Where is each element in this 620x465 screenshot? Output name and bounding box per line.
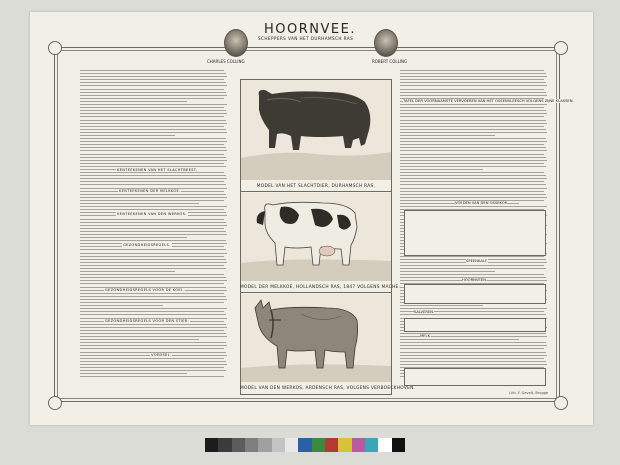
work-ox-illustration — [241, 294, 391, 382]
text-line — [400, 274, 544, 275]
text-line — [400, 113, 547, 114]
text-line — [400, 154, 544, 155]
text-line — [400, 166, 546, 167]
text-line — [400, 271, 495, 272]
text-line — [400, 352, 546, 353]
left-heading: GEZONDHEIDSREGELS VOOR DE KOEI. — [105, 288, 184, 292]
corner-ornament — [554, 396, 568, 410]
text-line — [80, 132, 227, 133]
data-table — [404, 284, 546, 304]
text-line — [80, 237, 187, 238]
text-line — [80, 225, 227, 226]
text-line — [400, 175, 546, 176]
text-lines — [80, 70, 230, 392]
plate-divider — [240, 191, 392, 192]
text-line — [80, 370, 226, 371]
text-line — [80, 135, 175, 136]
corner-ornament — [48, 41, 62, 55]
right-heading: VOEDEN VAN DEN OSSEKOP. — [455, 201, 508, 205]
text-line — [400, 348, 544, 349]
text-line — [400, 268, 546, 269]
text-line — [80, 116, 224, 117]
text-line — [80, 376, 224, 377]
text-line — [80, 126, 224, 127]
text-line — [80, 157, 226, 158]
text-line — [80, 144, 224, 145]
text-line — [80, 249, 226, 250]
text-line — [80, 160, 227, 161]
text-line — [80, 305, 163, 306]
text-line — [80, 314, 226, 315]
text-line — [80, 166, 226, 167]
text-line — [400, 157, 546, 158]
text-line — [80, 296, 226, 297]
text-line — [80, 373, 187, 374]
text-line — [80, 101, 187, 102]
text-line — [80, 262, 227, 263]
text-line — [80, 82, 226, 83]
corner-ornament — [554, 41, 568, 55]
text-line — [400, 138, 546, 139]
plate-caption: MODEL VAN HET SLACHTDIER, DURHAMSCH RAS. — [256, 184, 376, 189]
text-line — [80, 107, 224, 108]
text-line — [400, 358, 544, 359]
text-line — [80, 293, 224, 294]
portrait-charles-colling — [224, 29, 248, 57]
text-line — [400, 169, 483, 170]
text-line — [400, 85, 547, 86]
text-line — [400, 70, 544, 71]
text-line — [400, 79, 544, 80]
text-line — [80, 240, 226, 241]
plate-caption: MODEL VAN DEN WERKOS, ARDENSCH RAS, VOLGENS VERBOECKHOVEN. — [240, 386, 416, 391]
text-line — [400, 120, 546, 121]
text-line — [400, 191, 544, 192]
portrait-name-left: CHARLES COLLING — [207, 59, 245, 64]
text-line — [80, 358, 224, 359]
text-line — [80, 120, 226, 121]
text-line — [80, 345, 227, 346]
text-line — [400, 355, 547, 356]
portrait-robert-colling — [374, 29, 398, 57]
plate-divider — [240, 292, 392, 293]
text-line — [400, 178, 547, 179]
text-line — [400, 305, 483, 306]
text-line — [400, 144, 544, 145]
text-line — [80, 271, 175, 272]
text-line — [80, 147, 226, 148]
text-line — [80, 203, 199, 204]
text-line — [400, 361, 546, 362]
text-line — [400, 339, 519, 340]
text-line — [400, 150, 547, 151]
text-line — [80, 181, 224, 182]
text-line — [80, 274, 224, 275]
text-line — [80, 231, 226, 232]
text-line — [80, 178, 227, 179]
data-table — [404, 318, 546, 332]
text-line — [400, 345, 547, 346]
left-text-column — [80, 70, 230, 392]
text-line — [400, 184, 546, 185]
plate-caption: MODEL DER MELKKOE, HOLLANDSCH RAS, 1847 VOLGENS MACHE. — [240, 285, 401, 290]
text-line — [80, 330, 224, 331]
text-line — [80, 138, 226, 139]
text-line — [80, 348, 224, 349]
text-line — [80, 268, 226, 269]
color-calibration-strip — [205, 438, 405, 452]
text-line — [80, 141, 227, 142]
text-line — [400, 126, 544, 127]
text-line — [400, 160, 547, 161]
right-heading: MELK. — [420, 334, 432, 338]
left-heading: VOEDSEL. — [151, 353, 172, 357]
text-line — [400, 73, 546, 74]
text-line — [80, 222, 226, 223]
text-line — [80, 85, 227, 86]
data-table — [404, 210, 546, 256]
left-heading: GEZONDHEIDSREGELS VOOR DEN STIER. — [105, 319, 189, 323]
portrait-name-right: ROBERT COLLING — [372, 59, 408, 64]
text-line — [80, 110, 226, 111]
text-line — [80, 265, 224, 266]
text-line — [80, 308, 227, 309]
right-heading: TAFEL DER VOORNAAMSTE VERVOEREN VAN HET OSSENVLEESCH VOLGENS ZIJNE KLASSEN. — [403, 99, 574, 103]
text-line — [80, 342, 226, 343]
text-line — [400, 110, 546, 111]
text-line — [80, 200, 224, 201]
text-line — [80, 154, 224, 155]
text-line — [80, 280, 227, 281]
text-line — [400, 314, 546, 315]
text-line — [80, 98, 224, 99]
text-line — [80, 172, 224, 173]
text-line — [80, 79, 224, 80]
text-line — [80, 95, 227, 96]
text-line — [80, 129, 226, 130]
text-line — [80, 283, 224, 284]
text-line — [80, 150, 227, 151]
text-line — [80, 327, 227, 328]
text-line — [400, 342, 546, 343]
text-line — [400, 135, 495, 136]
dairy-cow-illustration — [241, 193, 391, 281]
text-line — [80, 333, 226, 334]
banner-text: SCHEPPERS VAN HET DURHAMSCH RAS — [258, 36, 354, 41]
text-line — [400, 123, 547, 124]
left-heading: GEZONDHEIDSREGELS. — [123, 243, 171, 247]
left-heading: KENTEEKENEN VAN HET SLACHTBEEST. — [117, 168, 198, 172]
text-line — [400, 95, 547, 96]
text-line — [80, 256, 224, 257]
text-line — [400, 172, 544, 173]
text-line — [80, 70, 224, 71]
text-line — [400, 163, 544, 164]
text-line — [80, 324, 226, 325]
text-line — [400, 89, 544, 90]
text-line — [80, 259, 226, 260]
text-line — [80, 209, 224, 210]
text-line — [400, 76, 547, 77]
right-heading: SPEENKALF. — [466, 259, 488, 263]
text-line — [400, 197, 547, 198]
text-line — [80, 175, 226, 176]
text-line — [400, 141, 547, 142]
text-line — [400, 181, 544, 182]
text-line — [400, 82, 546, 83]
text-line — [80, 336, 227, 337]
data-table — [404, 368, 546, 386]
text-line — [80, 113, 227, 114]
text-line — [400, 129, 546, 130]
text-line — [80, 104, 227, 105]
text-line — [80, 361, 226, 362]
left-heading: KENTEEKENEN VAN DEN WERKOS. — [117, 212, 187, 216]
text-line — [400, 147, 546, 148]
text-line — [80, 364, 227, 365]
text-line — [400, 188, 547, 189]
text-line — [80, 277, 226, 278]
text-line — [80, 339, 199, 340]
text-line — [80, 299, 227, 300]
text-line — [80, 253, 227, 254]
durham-ox-illustration — [241, 80, 391, 180]
text-line — [80, 73, 226, 74]
text-line — [400, 116, 544, 117]
text-line — [400, 132, 547, 133]
text-line — [400, 92, 546, 93]
corner-ornament — [48, 396, 62, 410]
text-line — [80, 163, 224, 164]
left-heading: KENTEEKENEN DER MELKKOE. — [119, 189, 181, 193]
text-line — [80, 367, 224, 368]
text-line — [400, 104, 547, 105]
text-line — [80, 89, 224, 90]
page-title: HOORNVEE. — [264, 22, 356, 37]
text-line — [80, 219, 224, 220]
text-line — [80, 184, 226, 185]
imprint: Lith. F. Gevelt, Brugge — [509, 391, 548, 395]
text-line — [80, 76, 227, 77]
text-line — [400, 206, 547, 207]
text-line — [80, 194, 226, 195]
text-line — [400, 107, 544, 108]
text-line — [80, 92, 226, 93]
text-line — [400, 364, 547, 365]
text-line — [80, 302, 224, 303]
text-line — [80, 234, 227, 235]
right-heading: KALVEREN. — [414, 310, 435, 314]
right-heading: HOORNVEEN. — [462, 278, 488, 282]
text-line — [80, 197, 227, 198]
text-line — [400, 265, 544, 266]
text-line — [80, 311, 224, 312]
text-line — [80, 123, 227, 124]
text-line — [80, 206, 227, 207]
text-line — [80, 228, 224, 229]
text-line — [400, 194, 546, 195]
